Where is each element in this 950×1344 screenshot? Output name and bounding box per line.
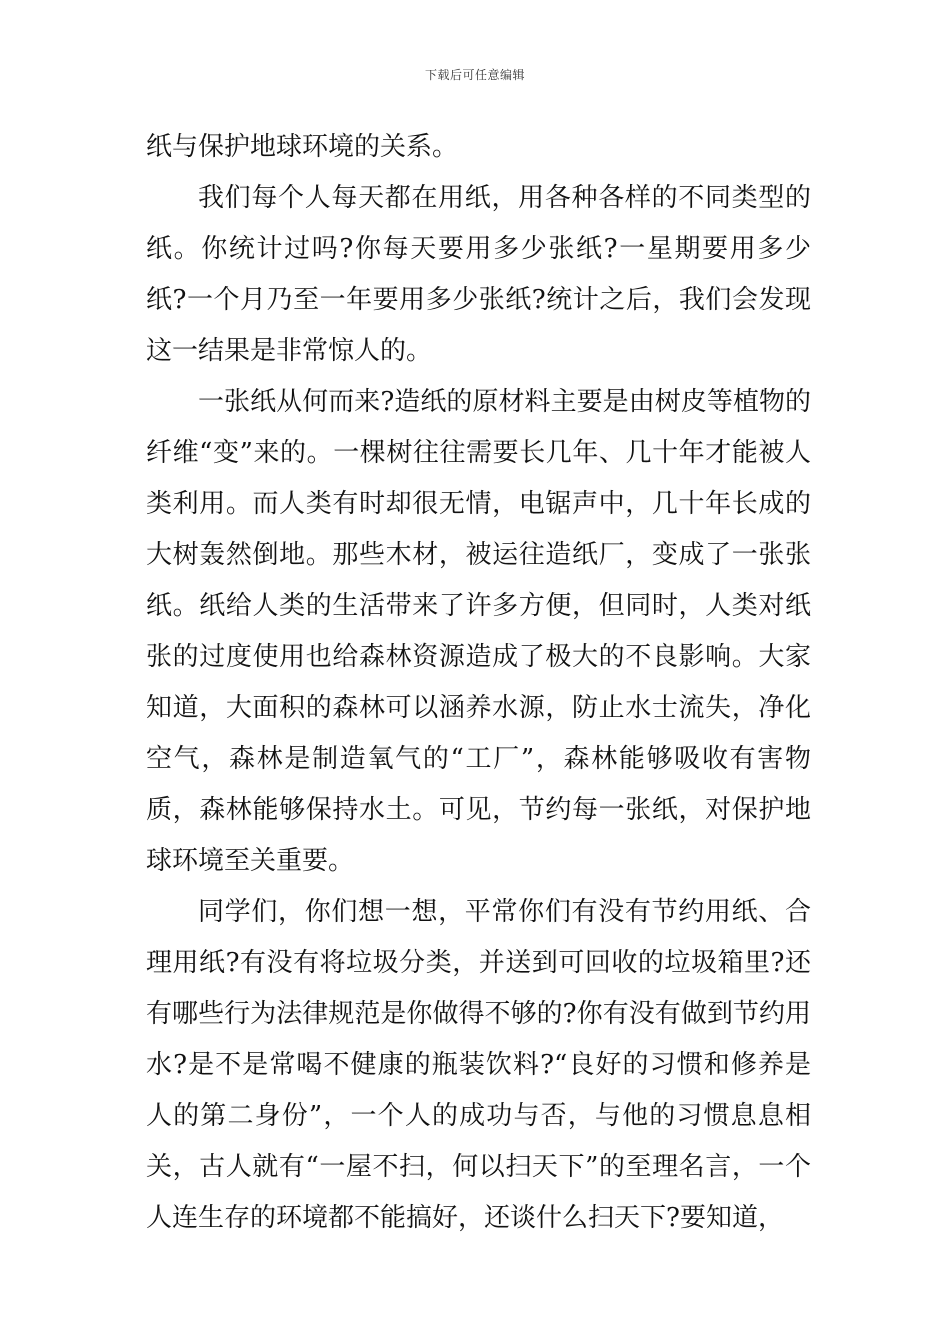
document-body bbox=[146, 122, 811, 1244]
paragraph-paper-usage: 我们每个人每天都在用纸，用各种各样的不同类型的纸。你统计过吗?你每天要用多少张纸?一星期要用多少纸?一个月乃至一年要用多少张纸?统计之后，我们会发现这一结果是非常惊人的。 bbox=[146, 183, 811, 366]
paragraph-paper-origin: 一张纸从何而来?造纸的原材料主要是由树皮等植物的纤维“变”来的。一棵树往往需要长几年、几十年才能被人类利用。而人类有时却很无情，电锯声中，几十年长成的大树轰然倒地。那些木材，被运往造纸厂，变成了一张张纸。纸给人类的生活带来了许多方便，但同时，人类对纸张的过度使用也给森林资源造成了极大的不良影响。大家知道，大面积的森林可以涵养水源，防止水士流失，净化空气，森林是制造氧气的“工厂”，森林能够吸收有害物质，森林能够保持水土。可见，节约每一张纸，对保护地球环境至关重要。 bbox=[146, 387, 811, 876]
paragraph-continuation: 纸与保护地球环境的关系。 bbox=[146, 132, 459, 162]
page-header: 下载后可任意编辑 bbox=[424, 68, 525, 82]
paragraph-habits: 同学们，你们想一想，平常你们有没有节约用纸、合理用纸?有没有将垃圾分类，并送到可回收的垃圾箱里?还有哪些行为法律规范是你做得不够的?你有没有做到节约用水?是不是常喝不健康的瓶装饮料?“良好的习惯和修养是人的第二身份”，一个人的成功与否，与他的习惯息息相关，古人就有“一屋不扫，何以扫天下”的至理名言，一个人连生存的环境都不能搞好，还谈什么扫天下?要知道， bbox=[146, 897, 811, 1233]
